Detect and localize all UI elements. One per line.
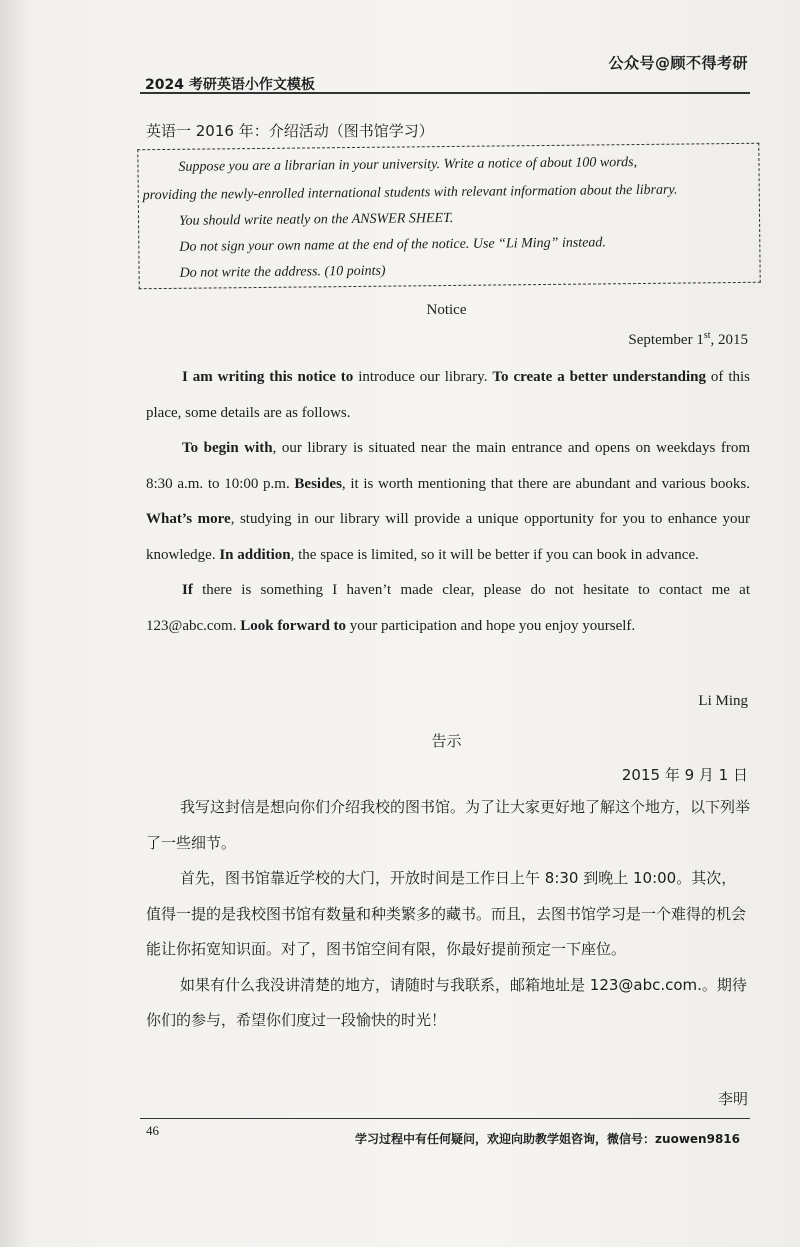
- paragraph: [146, 573, 750, 644]
- date-ordinal: st: [703, 330, 711, 341]
- bold-phrase: What’s more: [146, 511, 231, 527]
- text-run: , the space is limited, so it will be better if you can book in advance.: [290, 546, 699, 563]
- bold-phrase: If: [182, 582, 193, 598]
- chinese-date: 2015 年 9 月 1 日: [621, 766, 748, 784]
- bold-phrase: To create a better understanding: [492, 369, 706, 385]
- bold-phrase: Besides: [294, 475, 342, 492]
- task-line: Do not sign your own name at the end of the notice. Use “Li Ming” instead.: [179, 235, 606, 255]
- chinese-signature: 李明: [717, 1090, 748, 1108]
- text-run: , studying in our library will provide a unique opportunity for you to enhance your knowledge.: [146, 511, 750, 563]
- chinese-body: [146, 790, 750, 1039]
- text-run: introduce our library.: [353, 369, 493, 385]
- task-line: providing the newly-enrolled international students with relevant information about the library.: [142, 182, 678, 204]
- paragraph: [146, 431, 750, 573]
- text-run: there is something I haven’t made clear, please do not hesitate to contact me at 123@abc.com.: [146, 582, 750, 634]
- notice-body: [146, 360, 750, 644]
- paragraph: 我写这封信是想向你们介绍我校的图书馆。为了让大家更好地了解这个地方，以下列举了一些细节。: [146, 798, 751, 852]
- notice-date: [628, 330, 748, 349]
- date-year: , 2015: [710, 332, 748, 348]
- bold-phrase: Look forward to: [240, 617, 347, 634]
- text-run: of this place, some details are as follows.: [146, 369, 751, 421]
- paragraph: [146, 360, 750, 431]
- notice-title: Notice: [426, 302, 467, 318]
- date-main: September 1: [628, 332, 704, 348]
- running-title: 2024 考研英语小作文模板: [145, 77, 315, 93]
- notice-signature: Li Ming: [698, 693, 748, 709]
- chinese-title: 告示: [431, 732, 462, 750]
- paragraph: 如果有什么我没讲清楚的地方，请随时与我联系，邮箱地址是 123@abc.com.。期待你们的参与，希望你们度过一段愉快的时光！: [146, 975, 747, 1029]
- text-run: , our library is situated near the main entrance and opens on weekdays from 8:30 a.m. to 10:00 p.m.: [146, 440, 750, 492]
- text-run: your participation and hope you enjoy yourself.: [346, 617, 636, 634]
- task-line: Suppose you are a librarian in your university. Write a notice of about 100 words,: [178, 155, 638, 175]
- task-instructions-box: [137, 143, 760, 290]
- text-run: , it is worth mentioning that there are abundant and various books.: [341, 475, 750, 492]
- bold-phrase: I am writing this notice to: [182, 369, 354, 385]
- footer-note: 学习过程中有任何疑问，欢迎向助教学姐咨询，微信号：zuowen9816: [355, 1132, 740, 1146]
- header-rule: [140, 92, 750, 94]
- page-number: 46: [146, 1123, 159, 1138]
- paragraph: 首先，图书馆靠近学校的大门，开放时间是工作日上午 8:30 到晚上 10:00。其次，值得一提的是我校图书馆有数量和种类繁多的藏书。而且，去图书馆学习是一个难得的机会能让你拓宽知识面。对了，图书馆空间有限，你最好提前预定一下座位。: [146, 869, 747, 958]
- task-line: You should write neatly on the ANSWER SHEET.: [178, 210, 454, 229]
- bold-phrase: In addition: [219, 546, 291, 563]
- task-line: Do not write the address. (10 points): [179, 263, 386, 281]
- bold-phrase: To begin with: [182, 440, 273, 456]
- footer-rule: [140, 1118, 750, 1119]
- question-heading: 英语一 2016 年：介绍活动（图书馆学习）: [146, 122, 434, 140]
- brand-tag: 公众号@顾不得考研: [608, 54, 748, 72]
